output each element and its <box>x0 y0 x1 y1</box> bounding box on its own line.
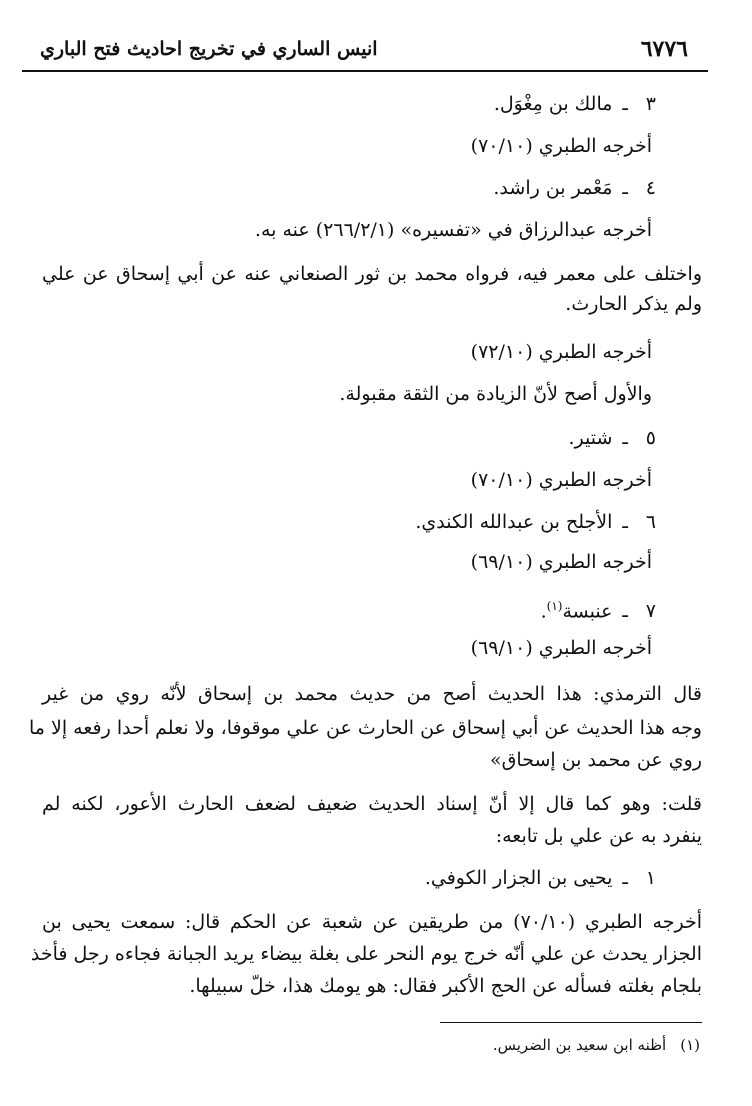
paragraph-line: روي عن محمد بن إسحاق» <box>490 749 702 771</box>
footnote-marker[interactable]: (١) <box>546 599 563 613</box>
paragraph-line: ينفرد به عن علي بل تابعه: <box>495 825 702 847</box>
item-number: ٤ <box>645 177 656 199</box>
footnote-text: أظنه ابن سعيد بن الضريس. <box>492 1036 667 1054</box>
list-item: ٧ـعنبسة$^{(١)}$. <box>541 592 656 625</box>
list-item: ١ـيحيى بن الجزار الكوفي. <box>425 864 656 892</box>
running-title: انيس الساري في تخريج احاديث فتح الباري <box>40 38 378 60</box>
source-reference: أخرجه الطبري (٧٢/١٠) <box>470 341 652 363</box>
source-reference: أخرجه الطبري (٧٠/١٠) <box>470 135 652 157</box>
item-number: ٣ <box>645 93 656 115</box>
paragraph-line: واختلف على معمر فيه، فرواه محمد بن ثور الصنعاني عنه عن أبي إسحاق عن علي <box>42 263 702 285</box>
narrator-name: يحيى بن الجزار الكوفي. <box>424 867 613 889</box>
source-reference: أخرجه الطبري (٦٩/١٠) <box>470 637 652 659</box>
page-header <box>22 34 708 72</box>
paragraph-line: بلجام بغلته فسأله عن الحج الأكبر فقال: هو يومك هذا، خلّ سبيلها. <box>189 975 702 997</box>
narrator-name: مالك بن مِغْوَل. <box>493 93 613 115</box>
paragraph-line: وجه هذا الحديث عن أبي إسحاق عن الحارث عن علي موقوفا، ولا نعلم أحدا رفعه إلا ما <box>29 717 702 739</box>
list-item: ٥ـشتير. <box>569 424 657 452</box>
item-number: ٦ <box>645 511 656 533</box>
footnote-number: (١) <box>680 1036 700 1054</box>
narrator-name: مَعْمر بن راشد. <box>493 177 613 199</box>
item-number: ٧ <box>645 600 656 623</box>
narrator-name: شتير. <box>568 427 613 449</box>
list-item: ٦ـالأجلح بن عبدالله الكندي. <box>415 508 656 536</box>
paragraph-line: ولم يذكر الحارث. <box>565 293 702 315</box>
narrator-name: الأجلح بن عبدالله الكندي. <box>415 511 613 533</box>
paragraph-line: الجزار يحدث عن علي أنّه خرج يوم النحر على بغلة بيضاء يريد الجبانة فجاءه رجل فأخذ <box>30 943 702 965</box>
narrator-name: عنبسة <box>562 600 613 623</box>
paragraph-line: والأول أصح لأنّ الزيادة من الثقة مقبولة. <box>339 383 652 405</box>
source-reference: أخرجه عبدالرزاق في «تفسيره» (٢٦٦/٢/١) عنه به. <box>254 219 652 241</box>
list-item: ٣ـمالك بن مِغْوَل. <box>494 90 656 118</box>
paragraph-line: أخرجه الطبري (٧٠/١٠) من طريقين عن شعبة عن الحكم قال: سمعت يحيى بن <box>42 911 702 933</box>
paragraph-line: قال الترمذي: هذا الحديث أصح من حديث محمد بن إسحاق لأنّه روي من غير <box>42 683 702 705</box>
paragraph-line: قلت: وهو كما قال إلا أنّ إسناد الحديث ضعيف لضعف الحارث الأعور، لكنه لم <box>42 793 702 815</box>
item-number: ١ <box>645 867 656 889</box>
page-number: ٦٧٧٦ <box>640 36 688 62</box>
footnote-divider <box>440 1022 702 1023</box>
item-number: ٥ <box>645 427 656 449</box>
punctuation: . <box>540 600 547 623</box>
source-reference: أخرجه الطبري (٦٩/١٠) <box>470 551 652 573</box>
list-item: ٤ـمَعْمر بن راشد. <box>493 174 656 202</box>
source-reference: أخرجه الطبري (٧٠/١٠) <box>470 469 652 491</box>
footnote <box>493 1034 700 1056</box>
